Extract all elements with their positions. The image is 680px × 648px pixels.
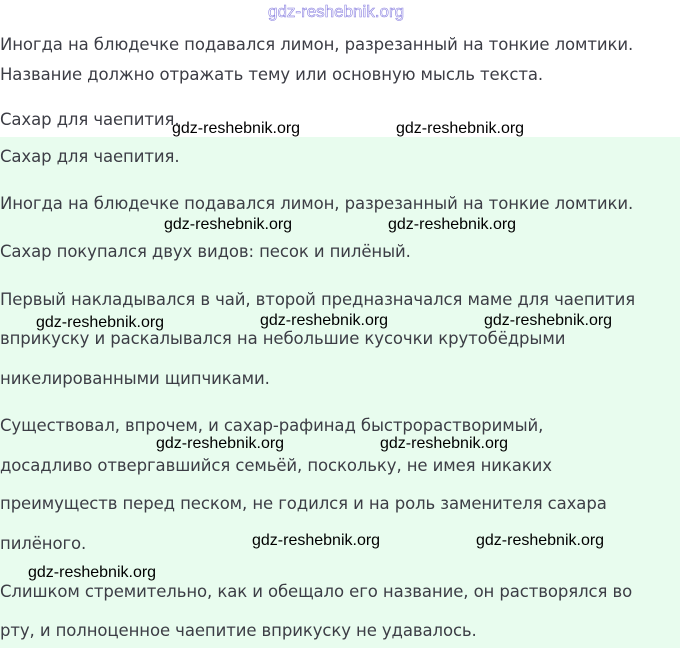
task-line: Сахар для чаепития. [0, 110, 180, 129]
watermark: gdz-reshebnik.org [476, 532, 605, 549]
answer-line: Иногда на блюдечке подавался лимон, разрезанный на тонкие ломтики. [0, 194, 634, 213]
task-line: Название должно отражать тему или основную мысль текста. [0, 65, 544, 84]
answer-line: досадливо отвергавшийся семьёй, поскольку, не имея никаких [0, 456, 552, 475]
watermark: gdz-reshebnik.org [164, 216, 293, 233]
watermark: gdz-reshebnik.org [156, 435, 285, 452]
answer-line: никелированными щипчиками. [0, 369, 270, 388]
watermark: gdz-reshebnik.org [172, 120, 301, 137]
watermark: gdz-reshebnik.org [484, 312, 613, 329]
answer-line: вприкуску и раскалывался на небольшие кусочки крутобёдрыми [0, 329, 566, 348]
answer-line: Существовал, впрочем, и сахар-рафинад быстрорастворимый, [0, 416, 544, 435]
answer-line: Сахар покупался двух видов: песок и пилёный. [0, 242, 411, 261]
watermark: gdz-reshebnik.org [260, 312, 389, 329]
watermark: gdz-reshebnik.org [388, 216, 517, 233]
header-watermark: gdz-reshebnik.org [268, 2, 405, 21]
watermark: gdz-reshebnik.org [36, 314, 165, 331]
answer-line: Слишком стремительно, как и обещало его название, он растворялся во [0, 582, 633, 601]
watermark: gdz-reshebnik.org [396, 120, 525, 137]
answer-line: преимуществ перед песком, не годился и на роль заменителя сахара [0, 494, 607, 513]
watermark: gdz-reshebnik.org [28, 564, 157, 581]
answer-line: пилёного. [0, 534, 87, 553]
answer-line: Первый накладывался в чай, второй предназначался маме для чаепития [0, 290, 636, 309]
watermark: gdz-reshebnik.org [252, 532, 381, 549]
task-line: Иногда на блюдечке подавался лимон, разрезанный на тонкие ломтики. [0, 35, 634, 54]
answer-line: рту, и полноценное чаепитие вприкуску не удавалось. [0, 621, 477, 640]
answer-line: Сахар для чаепития. [0, 147, 180, 166]
watermark: gdz-reshebnik.org [380, 435, 509, 452]
